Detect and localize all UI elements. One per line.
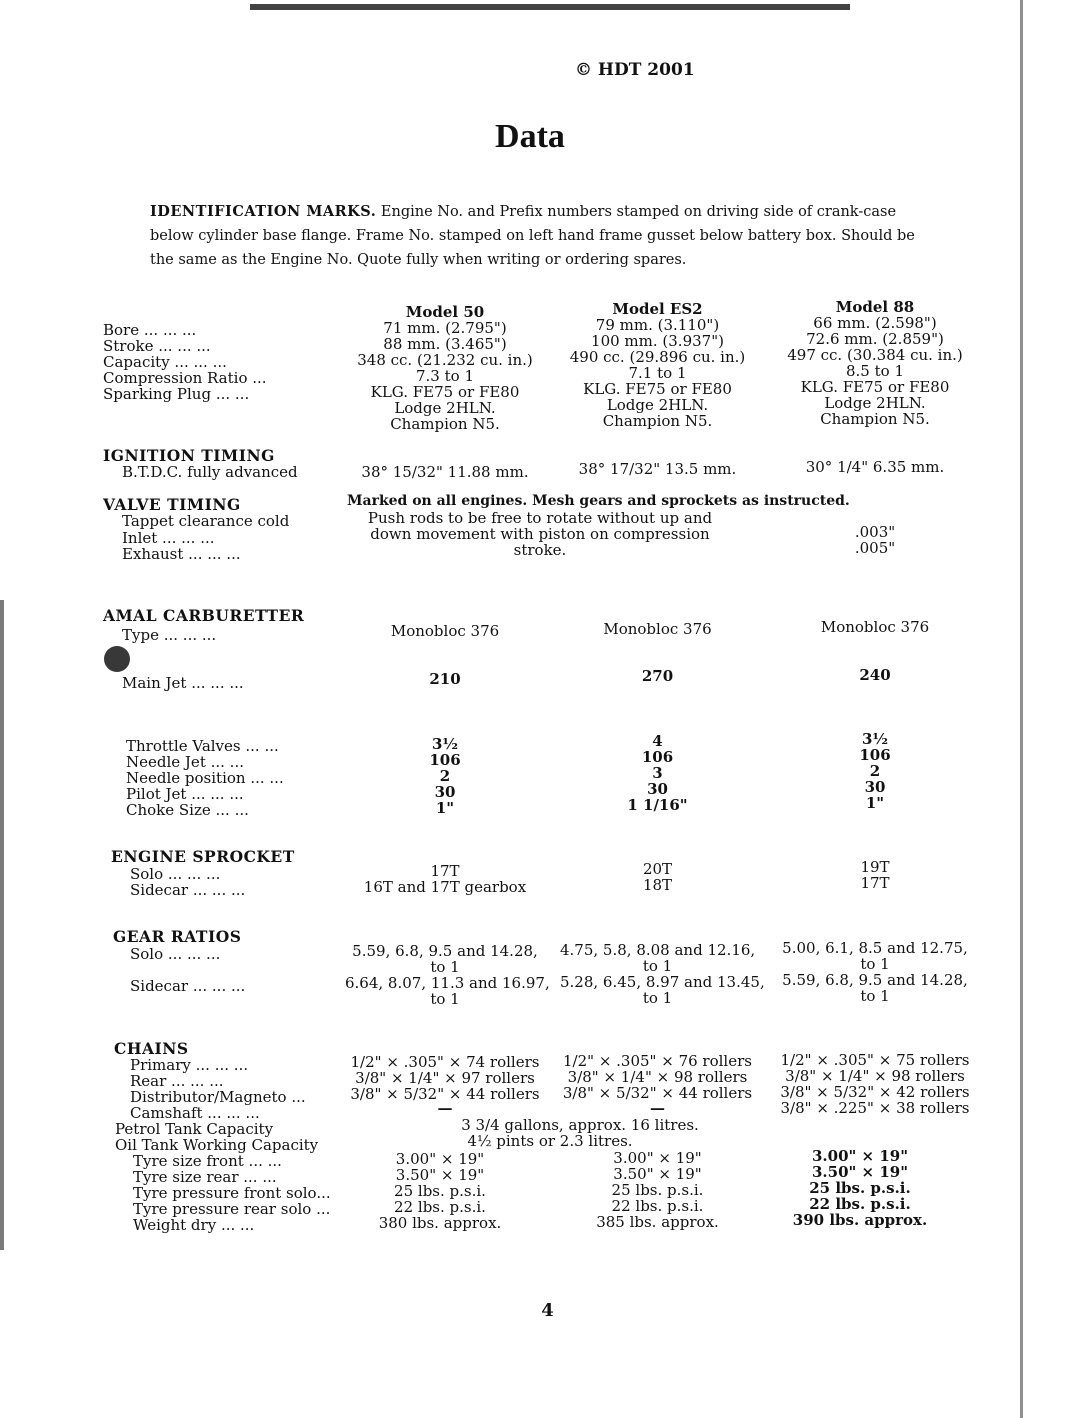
m88-needle-position: 2 bbox=[869, 762, 881, 780]
m88-pilot-jet: 30 bbox=[864, 778, 886, 796]
label-chain-rear: Rear ... ... ... bbox=[130, 1072, 224, 1090]
m88-stroke: 72.6 mm. (2.859") bbox=[806, 330, 944, 348]
ignition-label: B.T.D.C. fully advanced bbox=[122, 463, 298, 481]
es2-gears-solo-suffix: to 1 bbox=[642, 957, 673, 975]
es2-main-jet: 270 bbox=[641, 667, 674, 685]
es2-ignition: 38° 17/32" 13.5 mm. bbox=[578, 460, 737, 478]
es2-stroke: 100 mm. (3.937") bbox=[591, 332, 724, 350]
m88-exhaust-clearance: .005" bbox=[854, 539, 896, 557]
label-bore: Bore ... ... ... bbox=[103, 321, 197, 339]
page-title: Data bbox=[495, 118, 565, 155]
label-stroke: Stroke ... ... ... bbox=[103, 337, 211, 355]
m50-gears-solo: 5.59, 6.8, 9.5 and 14.28, bbox=[352, 942, 538, 960]
m88-weight: 390 lbs. approx. bbox=[792, 1211, 928, 1229]
m88-chain-distributor: 3/8" × 5/32" × 42 rollers bbox=[780, 1083, 970, 1101]
m88-tyre-front: 3.00" × 19" bbox=[811, 1147, 909, 1165]
es2-plug-champion: Champion N5. bbox=[602, 412, 713, 430]
label-choke-size: Choke Size ... ... bbox=[126, 801, 249, 819]
es2-capacity: 490 cc. (29.896 cu. in.) bbox=[569, 348, 746, 366]
es2-chain-distributor: 3/8" × 5/32" × 44 rollers bbox=[562, 1084, 753, 1102]
es2-weight: 385 lbs. approx. bbox=[596, 1213, 719, 1231]
m88-chain-camshaft: 3/8" × .225" × 38 rollers bbox=[780, 1099, 970, 1117]
m88-inlet-clearance: .003" bbox=[854, 523, 896, 541]
petrol-capacity: 3 3/4 gallons, approx. 16 litres. bbox=[461, 1116, 699, 1134]
valve-note-bold: Marked on all engines. Mesh gears and sprockets as instructed. bbox=[347, 493, 850, 509]
label-sprocket-sidecar: Sidecar ... ... ... bbox=[130, 881, 246, 899]
valve-note-line-2: down movement with piston on compression bbox=[370, 525, 710, 543]
m50-sprocket-solo: 17T bbox=[430, 862, 460, 880]
m50-throttle: 3½ bbox=[431, 735, 459, 753]
es2-plug-lodge: Lodge 2HLN. bbox=[606, 396, 709, 414]
es2-tyre-front: 3.00" × 19" bbox=[613, 1149, 702, 1167]
valve-label-tappet: Tappet clearance cold bbox=[122, 512, 290, 530]
valve-heading: VALVE TIMING bbox=[103, 495, 241, 514]
m88-sprocket-sidecar: 17T bbox=[860, 874, 890, 892]
label-tyre-front: Tyre size front ... ... bbox=[133, 1152, 282, 1170]
m50-choke: 1" bbox=[435, 799, 455, 817]
m88-compression: 8.5 to 1 bbox=[846, 362, 904, 380]
m88-gears-sidecar-suffix: to 1 bbox=[860, 987, 890, 1005]
scan-artifact-right bbox=[1020, 0, 1023, 1418]
label-weight-dry: Weight dry ... ... bbox=[133, 1216, 255, 1234]
label-sprocket-solo: Solo ... ... ... bbox=[130, 865, 221, 883]
m50-chain-camshaft: — bbox=[437, 1099, 453, 1117]
es2-gears-sidecar-suffix: to 1 bbox=[642, 989, 673, 1007]
label-needle-jet: Needle Jet ... ... bbox=[126, 753, 244, 771]
scan-blot bbox=[104, 646, 130, 672]
m50-capacity: 348 cc. (21.232 cu. in.) bbox=[357, 351, 533, 369]
es2-bore: 79 mm. (3.110") bbox=[595, 316, 720, 334]
m50-chain-rear: 3/8" × 1/4" × 97 rollers bbox=[355, 1069, 535, 1087]
m50-plug-klg: KLG. FE75 or FE80 bbox=[370, 383, 520, 401]
sprocket-heading: ENGINE SPROCKET bbox=[111, 847, 295, 866]
m88-sprocket-solo: 19T bbox=[860, 858, 890, 876]
m88-capacity: 497 cc. (30.384 cu. in.) bbox=[787, 346, 963, 364]
m50-tyre-rear: 3.50" × 19" bbox=[395, 1166, 485, 1184]
m50-chain-primary: 1/2" × .305" × 74 rollers bbox=[350, 1053, 540, 1071]
es2-chain-camshaft: — bbox=[650, 1099, 665, 1117]
es2-choke: 1 1/16" bbox=[627, 796, 688, 814]
m88-needle-jet: 106 bbox=[859, 746, 891, 764]
m50-compression: 7.3 to 1 bbox=[416, 367, 474, 385]
m50-weight: 380 lbs. approx. bbox=[378, 1214, 502, 1232]
label-chain-primary: Primary ... ... ... bbox=[130, 1056, 249, 1074]
m88-gears-solo-suffix: to 1 bbox=[860, 955, 890, 973]
m88-plug-lodge: Lodge 2HLN. bbox=[824, 394, 926, 412]
m88-gears-solo: 5.00, 6.1, 8.5 and 12.75, bbox=[782, 939, 968, 957]
es2-carb-type: Monobloc 376 bbox=[603, 620, 712, 638]
m50-plug-lodge: Lodge 2HLN. bbox=[394, 399, 496, 417]
m88-tyre-rear: 3.50" × 19" bbox=[811, 1163, 909, 1181]
m50-plug-champion: Champion N5. bbox=[390, 415, 500, 433]
m88-carb-type: Monobloc 376 bbox=[820, 618, 930, 636]
m50-carb-type: Monobloc 376 bbox=[390, 622, 500, 640]
es2-pressure-rear: 22 lbs. p.s.i. bbox=[611, 1197, 704, 1215]
label-chain-camshaft: Camshaft ... ... ... bbox=[130, 1104, 260, 1122]
identification-paragraph bbox=[150, 200, 930, 272]
es2-needle-position: 3 bbox=[652, 764, 663, 782]
m50-gears-solo-suffix: to 1 bbox=[430, 958, 460, 976]
label-oil-tank: Oil Tank Working Capacity bbox=[115, 1136, 319, 1154]
m88-main-jet: 240 bbox=[859, 666, 891, 684]
m50-pressure-rear: 22 lbs. p.s.i. bbox=[394, 1198, 486, 1216]
m50-needle-jet: 106 bbox=[429, 751, 461, 769]
label-gears-solo: Solo ... ... ... bbox=[130, 945, 221, 963]
m88-bore: 66 mm. (2.598") bbox=[813, 314, 937, 332]
label-pilot-jet: Pilot Jet ... ... ... bbox=[126, 785, 244, 803]
es2-sprocket-sidecar: 18T bbox=[642, 876, 673, 894]
m50-pressure-front: 25 lbs. p.s.i. bbox=[394, 1182, 486, 1200]
es2-pilot-jet: 30 bbox=[647, 780, 668, 798]
es2-chain-primary: 1/2" × .305" × 76 rollers bbox=[563, 1052, 752, 1070]
es2-chain-rear: 3/8" × 1/4" × 98 rollers bbox=[567, 1068, 748, 1086]
label-pressure-rear: Tyre pressure rear solo ... bbox=[133, 1200, 331, 1218]
valve-note-line-3: stroke. bbox=[513, 541, 567, 559]
m88-chain-primary: 1/2" × .305" × 75 rollers bbox=[780, 1051, 970, 1069]
label-petrol-tank: Petrol Tank Capacity bbox=[115, 1120, 274, 1138]
m50-gears-sidecar-suffix: to 1 bbox=[430, 990, 460, 1008]
es2-throttle: 4 bbox=[652, 732, 663, 750]
m88-plug-champion: Champion N5. bbox=[820, 410, 930, 428]
m88-gears-sidecar: 5.59, 6.8, 9.5 and 14.28, bbox=[782, 971, 968, 989]
oil-capacity: 4½ pints or 2.3 litres. bbox=[467, 1132, 633, 1150]
label-tyre-rear: Tyre size rear ... ... bbox=[133, 1168, 277, 1186]
page-number: 4 bbox=[541, 1300, 554, 1321]
carb-heading: AMAL CARBURETTER bbox=[103, 606, 305, 625]
m50-stroke: 88 mm. (3.465") bbox=[383, 335, 507, 353]
m88-pressure-front: 25 lbs. p.s.i. bbox=[809, 1179, 911, 1197]
m50-main-jet: 210 bbox=[429, 670, 461, 688]
m88-throttle: 3½ bbox=[861, 730, 889, 748]
label-throttle-valves: Throttle Valves ... ... bbox=[126, 737, 279, 755]
carb-type-label: Type ... ... ... bbox=[122, 626, 217, 644]
m50-pilot-jet: 30 bbox=[434, 783, 456, 801]
valve-note-line-1: Push rods to be free to rotate without up and bbox=[367, 509, 713, 527]
main-jet-label: Main Jet ... ... ... bbox=[122, 674, 244, 692]
es2-needle-jet: 106 bbox=[641, 748, 674, 766]
label-plug: Sparking Plug ... ... bbox=[103, 385, 250, 403]
model-88-header: Model 88 bbox=[835, 298, 915, 316]
label-chain-distributor: Distributor/Magneto ... bbox=[130, 1088, 306, 1106]
identification-heading: IDENTIFICATION MARKS. bbox=[150, 203, 377, 220]
valve-label-exhaust: Exhaust ... ... ... bbox=[122, 545, 241, 563]
es2-tyre-rear: 3.50" × 19" bbox=[613, 1165, 702, 1183]
label-capacity: Capacity ... ... ... bbox=[103, 353, 227, 371]
label-compression: Compression Ratio ... bbox=[103, 369, 267, 387]
m50-tyre-front: 3.00" × 19" bbox=[395, 1150, 485, 1168]
valve-label-inlet: Inlet ... ... ... bbox=[122, 529, 215, 547]
scan-artifact-top bbox=[250, 4, 850, 10]
gears-heading: GEAR RATIOS bbox=[113, 927, 242, 946]
m50-bore: 71 mm. (2.795") bbox=[383, 319, 507, 337]
identification-text: Engine No. and Prefix numbers stamped on driving side of crank-case below cylinder base flange. Frame No. stamped on left hand frame gusset below battery box. Should be the same as the Engine No. Quote fully when writing or ordering spares. bbox=[150, 204, 915, 268]
m50-gears-sidecar: 6.64, 8.07, 11.3 and 16.97, bbox=[345, 974, 550, 992]
m88-plug-klg: KLG. FE75 or FE80 bbox=[800, 378, 950, 396]
es2-gears-solo: 4.75, 5.8, 8.08 and 12.16, bbox=[560, 941, 756, 959]
m50-ignition: 38° 15/32" 11.88 mm. bbox=[361, 463, 529, 481]
m50-chain-distributor: 3/8" × 5/32" × 44 rollers bbox=[350, 1085, 540, 1103]
es2-plug-klg: KLG. FE75 or FE80 bbox=[583, 380, 732, 398]
m88-ignition: 30° 1/4" 6.35 mm. bbox=[805, 458, 945, 476]
es2-sprocket-solo: 20T bbox=[642, 860, 673, 878]
label-needle-position: Needle position ... ... bbox=[126, 769, 284, 787]
scan-artifact-left bbox=[0, 600, 4, 1250]
label-gears-sidecar: Sidecar ... ... ... bbox=[130, 977, 246, 995]
m50-sprocket-sidecar: 16T and 17T gearbox bbox=[363, 878, 527, 896]
m50-needle-position: 2 bbox=[439, 767, 451, 785]
label-pressure-front: Tyre pressure front solo... bbox=[133, 1184, 331, 1202]
m88-choke: 1" bbox=[865, 794, 885, 812]
es2-gears-sidecar: 5.28, 6.45, 8.97 and 13.45, bbox=[560, 973, 765, 991]
m88-pressure-rear: 22 lbs. p.s.i. bbox=[809, 1195, 911, 1213]
model-50-header: Model 50 bbox=[405, 303, 485, 321]
es2-pressure-front: 25 lbs. p.s.i. bbox=[611, 1181, 704, 1199]
copyright-notice: © HDT 2001 bbox=[575, 60, 695, 80]
es2-compression: 7.1 to 1 bbox=[628, 364, 687, 382]
model-es2-header: Model ES2 bbox=[612, 300, 703, 318]
m88-chain-rear: 3/8" × 1/4" × 98 rollers bbox=[785, 1067, 965, 1085]
ignition-heading: IGNITION TIMING bbox=[103, 446, 275, 465]
chains-heading: CHAINS bbox=[114, 1039, 189, 1058]
